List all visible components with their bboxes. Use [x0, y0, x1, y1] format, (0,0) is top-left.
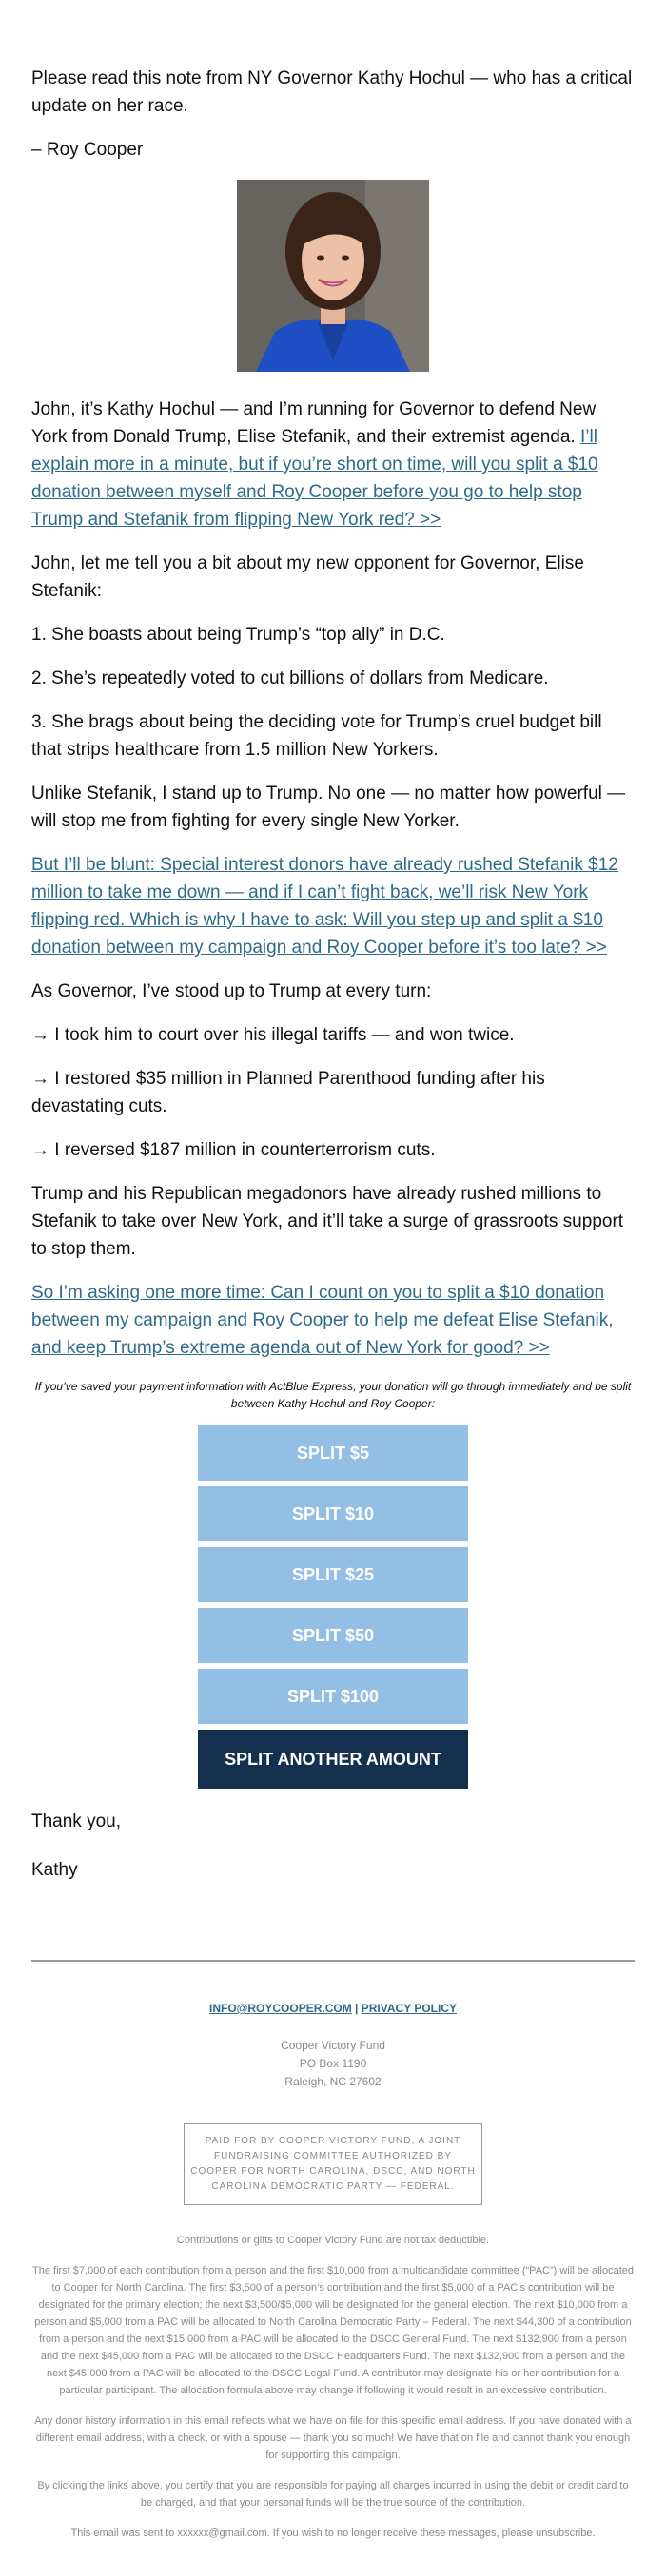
candidate-photo: [237, 180, 429, 372]
arrow-point-1: → I took him to court over his illegal tariffs — and won twice.: [31, 1025, 515, 1045]
split-another-amount-button[interactable]: SPLIT ANOTHER AMOUNT: [198, 1730, 468, 1789]
closing-name: Kathy: [31, 1860, 78, 1880]
paragraph-link-2: [31, 851, 635, 961]
donate-link-3[interactable]: So I’m asking one more time: Can I count on you to split a $10 donation between my campaign and Roy Cooper to help me defeat Elise Stefanik, and keep Trump’s extreme agenda out of New York for good? >>: [31, 1283, 614, 1358]
paragraph-stand-up: Unlike Stefanik, I stand up to Trump. No one — no matter how powerful — will stop me from fighting for every single New Yorker.: [31, 784, 626, 831]
paragraph-opponent: John, let me tell you a bit about my new opponent for Governor, Elise Stefanik:: [31, 553, 584, 601]
footer-divider: [31, 1960, 635, 1962]
donation-buttons: [198, 1425, 468, 1789]
city-line: Raleigh, NC 27602: [284, 2075, 382, 2088]
privacy-policy-link[interactable]: PRIVACY POLICY: [361, 2002, 457, 2015]
donate-link-1[interactable]: I’ll explain more in a minute, but if you’re short on time, will you split a $10 donation between myself and Roy Cooper before you go to help stop Trump and Stefanik from flipping New York red? >>: [31, 427, 598, 530]
arrow-point-3: → I reversed $187 million in counterterrorism cuts.: [31, 1140, 436, 1160]
split-100-button[interactable]: SPLIT $100: [198, 1669, 468, 1724]
sent-to-note: This email was sent to xxxxxx@gmail.com. If you wish to no longer receive these messages, please unsubscribe.: [70, 2528, 596, 2539]
tax-note: Contributions or gifts to Cooper Victory Fund are not tax deductible.: [176, 2235, 490, 2246]
paragraph-governor: As Governor, I’ve stood up to Trump at every turn:: [31, 981, 432, 1001]
footer-address: [31, 2037, 635, 2091]
p1-text: John, it’s Kathy Hochul — and I’m running for Governor to defend New York from Donald Trump, Elise Stefanik, and their extremist agenda.: [31, 399, 597, 447]
paragraph-link-3: [31, 1279, 635, 1362]
closing: [31, 1808, 635, 1884]
intro-signoff: – Roy Cooper: [31, 140, 144, 160]
org-name: Cooper Victory Fund: [281, 2039, 385, 2052]
point-1: 1. She boasts about being Trump’s “top ally” in D.C.: [31, 625, 445, 645]
donate-link-2[interactable]: But I’ll be blunt: Special interest donors have already rushed Stefanik $12 million to take me down — and if I can’t fight back, we’ll risk New York flipping red. Which is why I have to ask: Will you step up and split a $10 donation between my campaign and Roy Cooper before it’s too late? >>: [31, 855, 618, 958]
paragraph-megadonors: Trump and his Republican megadonors have already rushed millions to Stefanik to take over New York, and it’ll take a surge of grassroots support to stop them.: [31, 1184, 624, 1259]
split-25-button[interactable]: SPLIT $25: [198, 1547, 468, 1602]
point-2: 2. She’s repeatedly voted to cut billions of dollars from Medicare.: [31, 668, 549, 688]
split-50-button[interactable]: SPLIT $50: [198, 1608, 468, 1663]
split-5-button[interactable]: SPLIT $5: [198, 1425, 468, 1481]
footer: [31, 2000, 635, 2542]
closing-thanks: Thank you,: [31, 1811, 121, 1831]
email-link[interactable]: INFO@ROYCOOPER.COM: [208, 2002, 352, 2015]
split-10-button[interactable]: SPLIT $10: [198, 1486, 468, 1541]
allocation-note: The first $7,000 of each contribution from a person and the first $10,000 from a multicandidate committee (“PAC”) will be allocated to Cooper for North Carolina. The first $3,500 of a person’s contribution and the first $5,000 of a PAC’s contribution will be designated for the primary election; the next $3,500/$5,000 will be designated for the general election. The next $10,000 from a person and $5,000 from a PAC will be allocated to North Carolina Democratic Party – Federal. The next $44,300 of a contribution from a person and the next $15,000 from a PAC will be allocated to the DSCC General Fund. The next $132,900 from a person and the next $45,000 from a PAC will be allocated to the DSCC Headquarters Fund. The next $132,900 from a person and the next $45,000 from a PAC will be allocated to the DSCC Legal Fund. A contributor may designate his or her contribution for a particular participant. The allocation formula above may change if following it would result in an excessive contribution.: [32, 2265, 634, 2396]
paid-for-disclaimer: PAID FOR BY COOPER VICTORY FUND, A JOINT FUNDRAISING COMMITTEE AUTHORIZED BY COOPER FOR NORTH CAROLINA, DSCC, AND NORTH CAROLINA DEMOCRATIC PARTY — FEDERAL.: [184, 2123, 482, 2205]
point-3: 3. She brags about being the deciding vote for Trump’s cruel budget bill that strips healthcare from 1.5 million New Yorkers.: [31, 712, 602, 760]
email-body: [31, 0, 635, 2542]
arrow-point-2: → I restored $35 million in Planned Parenthood funding after his devastating cuts.: [31, 1069, 545, 1116]
photo-container: [31, 180, 635, 377]
footer-links: [31, 2000, 635, 2018]
actblue-note: If you’ve saved your payment information with ActBlue Express, your donation will go through immediately and be split between Kathy Hochul and Roy Cooper:: [34, 1380, 632, 1410]
certify-note: By clicking the links above, you certify that you are responsible for paying all charges incurred in using the debit or credit card to be charged, and that your personal funds will be the true source of the contribution.: [37, 2480, 629, 2508]
footer-link-separator: |: [355, 2002, 359, 2015]
po-box: PO Box 1190: [299, 2057, 367, 2070]
donor-history-note: Any donor history information in this email reflects what we have on file for this specific email address. If you have donated with a different email address, with a check, or with a spouse — thank you so much! We have that on file and cannot thank you enough for supporting this campaign.: [34, 2415, 632, 2461]
paragraph-intro-kathy: [31, 396, 635, 533]
intro-text: Please read this note from NY Governor Kathy Hochul — who has a critical update on her race.: [31, 68, 633, 116]
